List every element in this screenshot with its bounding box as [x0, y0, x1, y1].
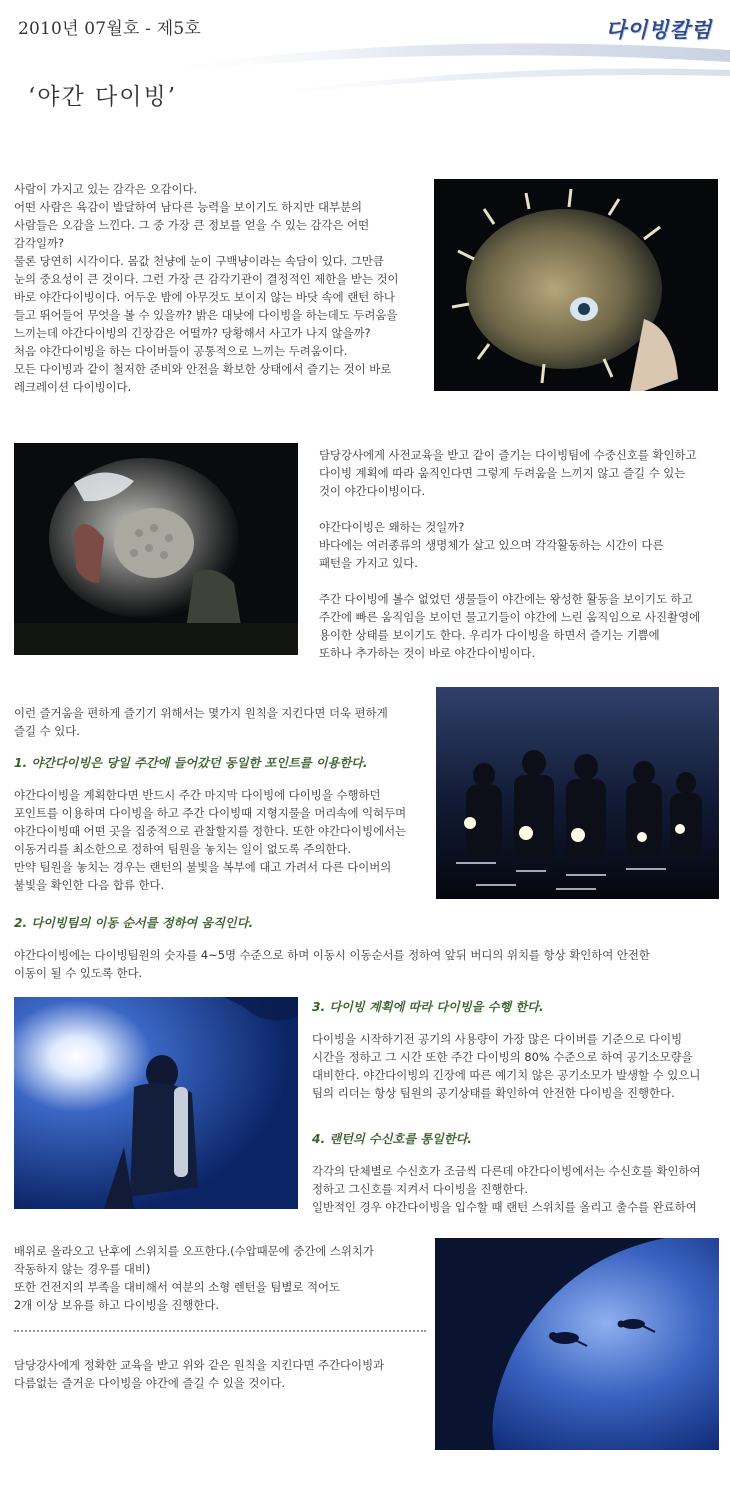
rule3-body: 다이빙을 시작하기전 공기의 사용량이 가장 많은 다이버를 기준으로 다이빙 시간을 정하고 그 시간 또한 주간 다이빙의 80% 수준으로 하여 공기소모량을 대비한다. 야간다이빙의 긴장에 따른 예기치 않은 공기소모가 발생할 수 있으니 팀의 리더는 항상 팀원의 공기상태를 확인하여 안전한 다이빙을 진행한다.: [312, 1032, 701, 1100]
diver-with-light-photo: [14, 997, 298, 1209]
rule1-heading: 1. 야간다이빙은 당일 주간에 들어갔던 동일한 포인트를 이용한다.: [14, 756, 368, 770]
divers-on-shore-photo: [436, 687, 719, 899]
rule4-body: 각각의 단체별로 수신호가 조금씩 다른데 야간다이빙에서는 수신호를 확인하여 정하고 그신호를 지켜서 다이빙을 진행한다. 일반적인 경우 야간다이빙을 입수할 때 랜턴 스위치를 올리고 출수를 완료하여: [312, 1164, 701, 1214]
rule4-heading: 4. 랜턴의 수신호를 통일한다.: [312, 1132, 472, 1146]
rule2-body: 야간다이빙에는 다이빙팀원의 숫자를 4~5명 수준으로 하며 이동시 이동순서를 정하여 앞뒤 버디의 위치를 항상 확인하여 안전한 이동이 될 수 있도록 한다.: [14, 948, 650, 980]
page-title: ‘야간 다이빙’: [28, 84, 178, 110]
underwater-cave-photo: [435, 1238, 719, 1450]
dotted-divider: [14, 1330, 426, 1332]
rule3-heading: 3. 다이빙 계획에 따라 다이빙을 수행 한다.: [312, 1000, 544, 1014]
section5-body: 배위로 올라오고 난후에 스위치를 오프한다.(수압때문에 중간에 스위치가 작동하지 않는 경우를 대비) 또한 건전지의 부족을 대비해서 여분의 소형 렌턴을 팀별로 적어도 2개 이상 보유를 하고 다이빙을 진행한다.: [14, 1244, 374, 1312]
rule2-heading: 2. 다이빙팀의 이동 순서를 정하여 움직인다.: [14, 916, 254, 930]
intro-paragraph: 사람이 가지고 있는 감각은 오감이다. 어떤 사람은 육감이 발달하여 남다른 능력을 보이기도 하지만 대부분의 사람들은 오감을 느낀다. 그 중 가장 큰 정보를 얻을 수 있는 감각은 어떤 감각일까? 물론 당연히 시각이다. 몸값 천냥에 눈이 구백냥이라는 속담이 있다. 그만큼 눈의 중요성이 큰 것이다. 그런 가장 큰 감각기관이 결정적인 제한을 받는 것이 바로 야간다이빙이다. 어두운 밤에 아무것도 보이지 않는 바닷 속에 랜턴 하나 들고 뛰어들어 무엇을 볼 수 있을까? 밝은 대낮에 다이빙을 하는데도 두려움을 느끼는데 야간다이빙의 긴장감은 어떨까? 당황해서 사고가 나지 않을까? 처음 야간다이빙을 하는 다이버들이 공통적으로 느끼는 두려움이다. 모든 다이빙과 같이 철저한 준비와 안전을 확보한 상태에서 즐기는 것이 바로 레크레이션 다이빙이다.: [14, 182, 399, 394]
issue-number: 2010년 07월호 - 제5호: [18, 19, 201, 39]
coral-reef-photo: [14, 443, 298, 655]
section2-text: 담당강사에게 사전교육을 받고 같이 즐기는 다이빙팀에 수중신호를 확인하고 다이빙 계획에 따라 움직인다면 그렇게 두려움을 느끼지 않고 즐길 수 있는 것이 야간다이빙이다. 야간다이빙은 왜하는 것일까? 바다에는 여러종류의 생명체가 살고 있으며 각각활동하는 시간이 다른 패턴을 가지고 있다. 주간 다이빙에 볼수 없었던 생물들이 야간에는 왕성한 활동을 보이기도 하고 주간에 빠른 움직임을 보이던 물고기들이 야간에 느린 움직임으로 사진촬영에 용이한 상태를 보이기도 한다. 우리가 다이빙을 하면서 즐기는 기쁨에 또하나 추가하는 것이 바로 야간다이빙이다.: [319, 448, 701, 660]
pufferfish-photo: [434, 179, 718, 391]
closing-paragraph: 담당강사에게 정확한 교육을 받고 위와 같은 원칙을 지킨다면 주간다이빙과 다름없는 즐거운 다이빙을 야간에 즐길 수 있을 것이다.: [14, 1358, 385, 1390]
column-logo: 다이빙칼럼: [605, 18, 712, 42]
rule1-body: 야간다이빙을 계획한다면 반드시 주간 마지막 다이빙에 다이빙을 수행하던 포인트를 이용하며 다이빙을 하고 주간 다이빙때 지형지물을 머리속에 익혀두며 야간다이빙때 어떤 곳을 집중적으로 관찰할지를 정한다. 또한 야간다이빙에서는 이동거리를 최소한으로 정하여 팀원을 놓치는 일이 없도록 주의한다. 만약 팀원을 놓치는 경우는 랜턴의 불빛을 복부에 대고 가려서 다른 다이버의 불빛을 확인한 다음 합류 한다.: [14, 788, 407, 892]
section3-intro: 이런 즐거움을 편하게 즐기기 위해서는 몇가지 원칙을 지킨다면 더욱 편하게 즐길 수 있다.: [14, 706, 388, 738]
